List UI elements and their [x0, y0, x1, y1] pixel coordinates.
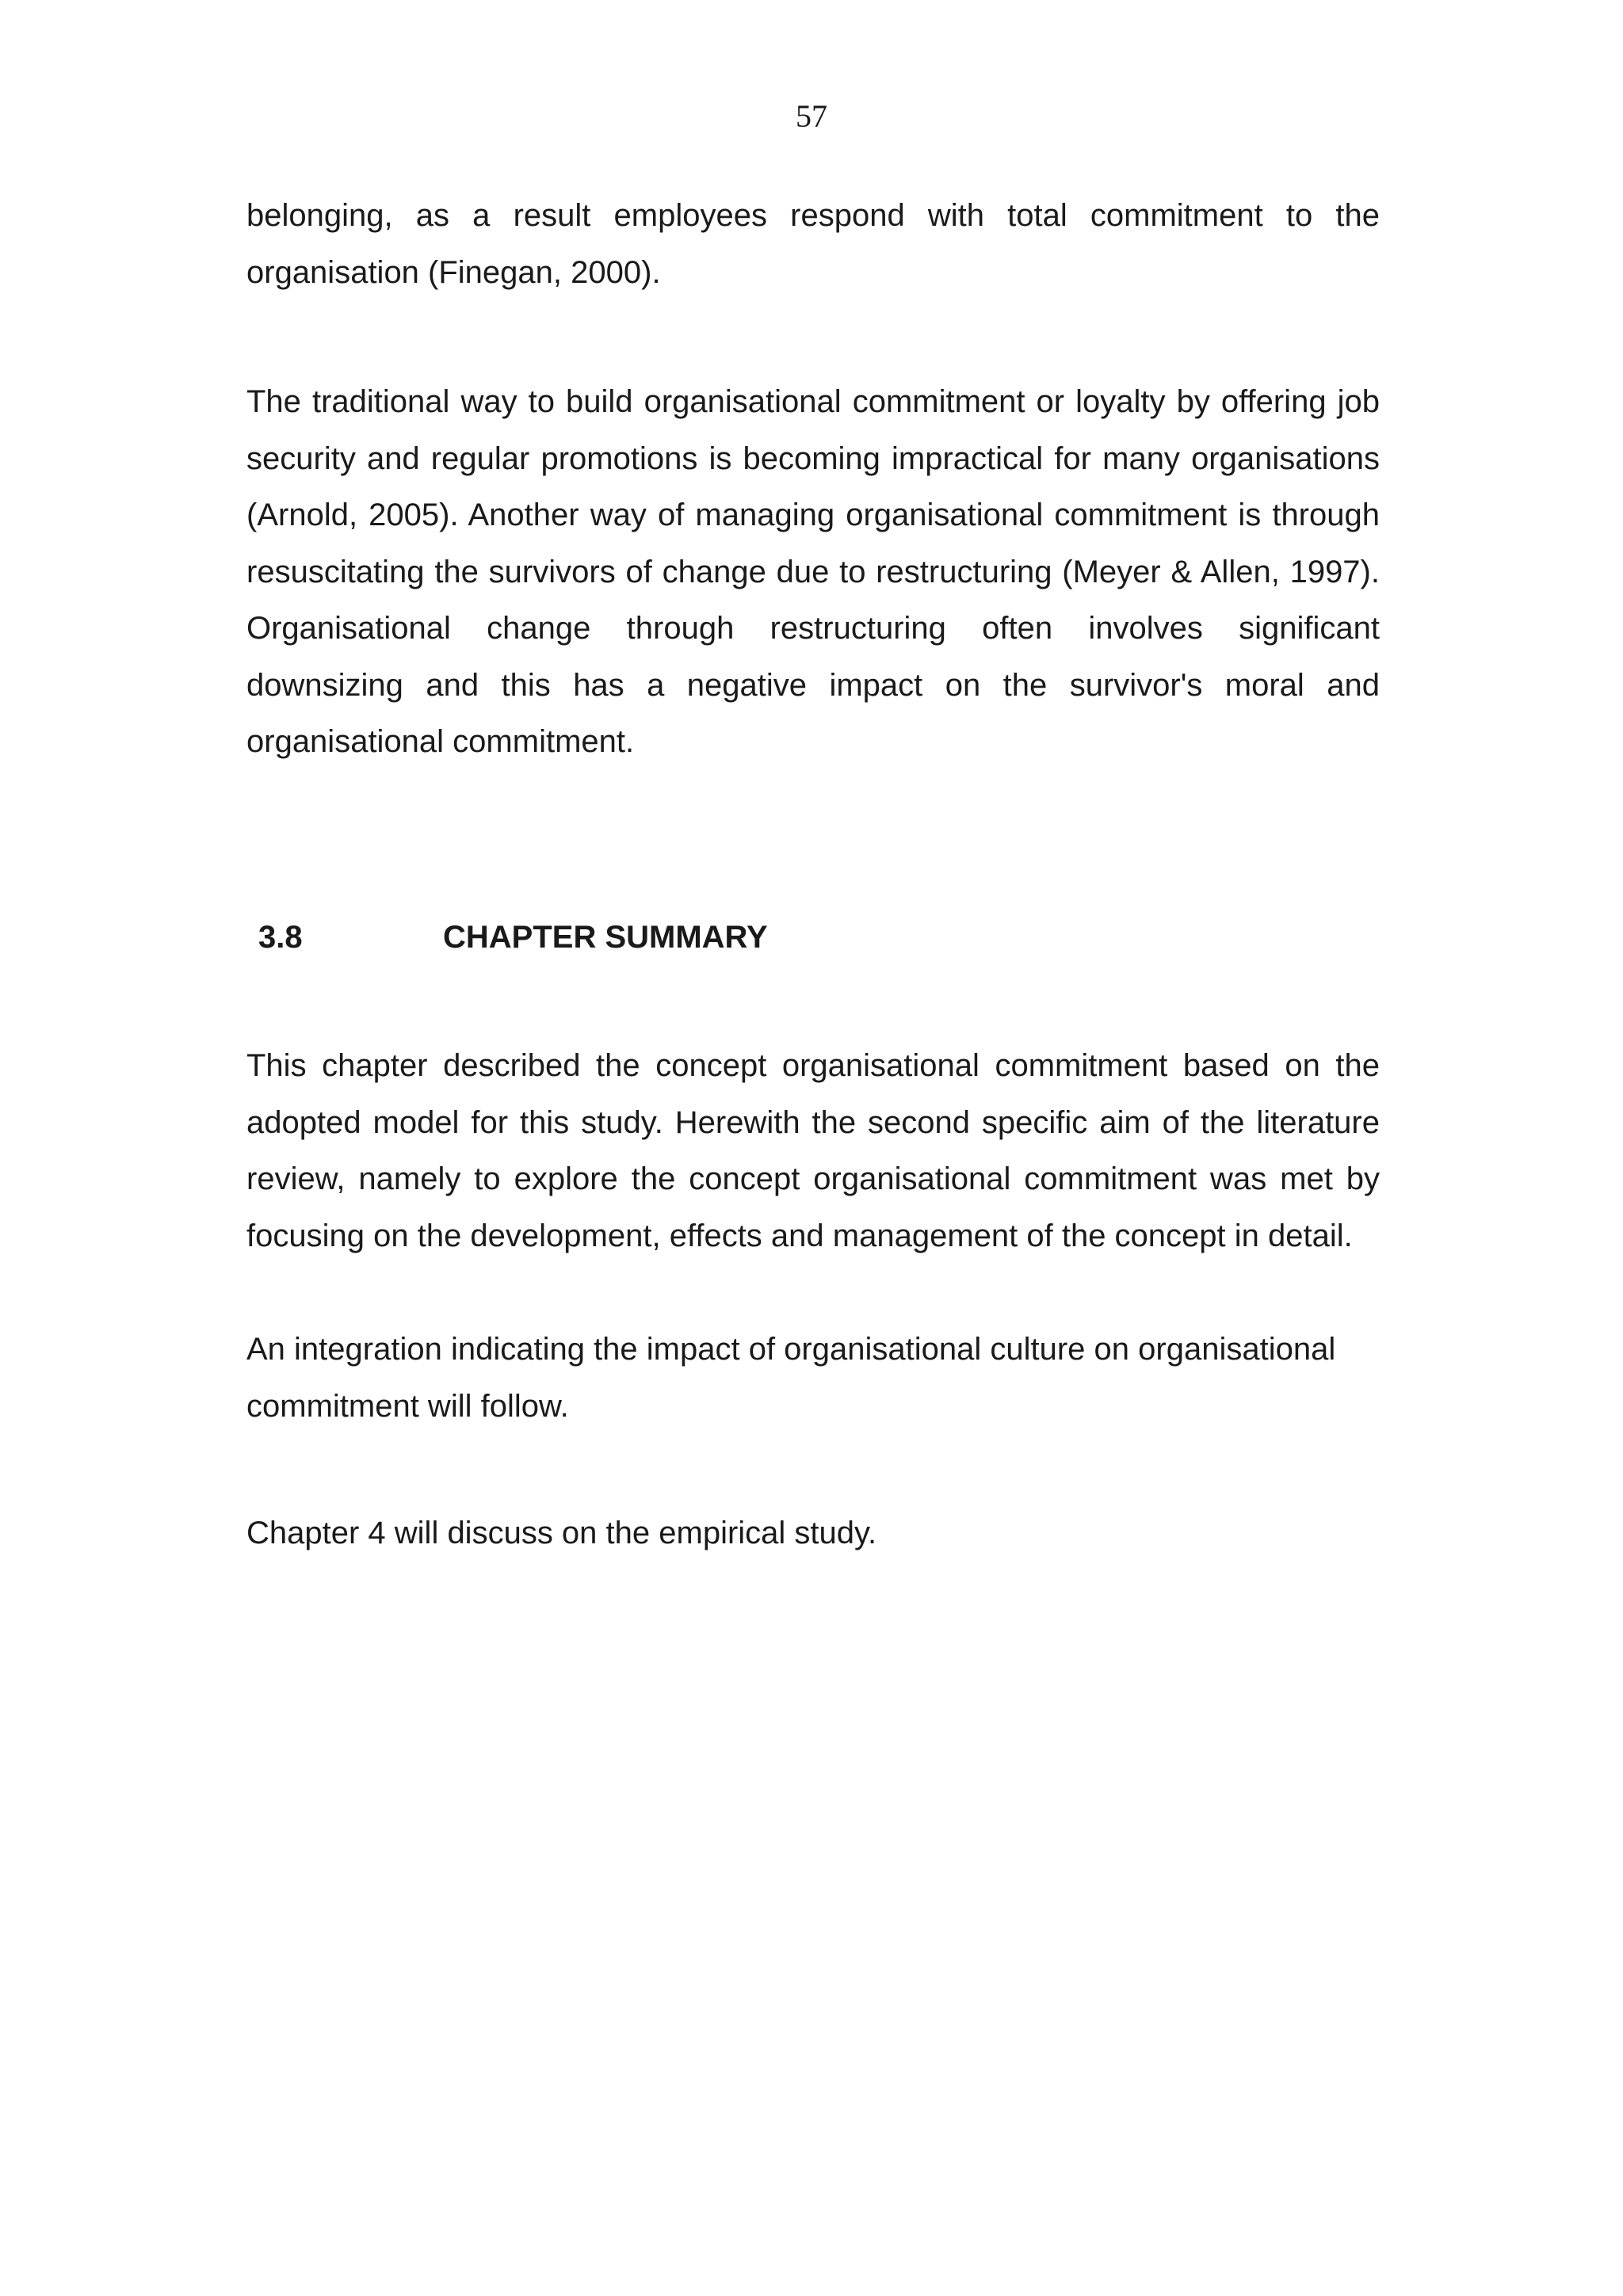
page-number: 57: [796, 98, 827, 134]
paragraph-traditional-way: The traditional way to build organisational commitment or loyalty by offering job security and regular promotions is becoming impractical for many organisations (Arnold, 2005). Another way of managing organisational commitment is through resuscitating the survivors of change due to restructuring (Meyer & Allen, 1997). Organisational change through restructuring often involves significant downsizing and this has a negative impact on the survivor's moral and organisational commitment.: [246, 384, 1380, 759]
paragraph-belonging: belonging, as a result employees respond with total commitment to the organisation (Finegan, 2000).: [246, 198, 1380, 290]
paragraph-chapter-described: This chapter described the concept organisational commitment based on the adopted model for this study. Herewith the second specific aim of the literature review, namely to explore the concept organisational commitment was met by focusing on the development, effects and management of the concept in detail.: [246, 1048, 1380, 1253]
paragraph-integration: An integration indicating the impact of organisational culture on organisational commitment will follow.: [246, 1332, 1336, 1424]
section-title: CHAPTER SUMMARY: [443, 920, 768, 955]
section-number: 3.8: [258, 920, 303, 955]
paragraph-next-chapter: Chapter 4 will discuss on the empirical study.: [246, 1516, 877, 1550]
